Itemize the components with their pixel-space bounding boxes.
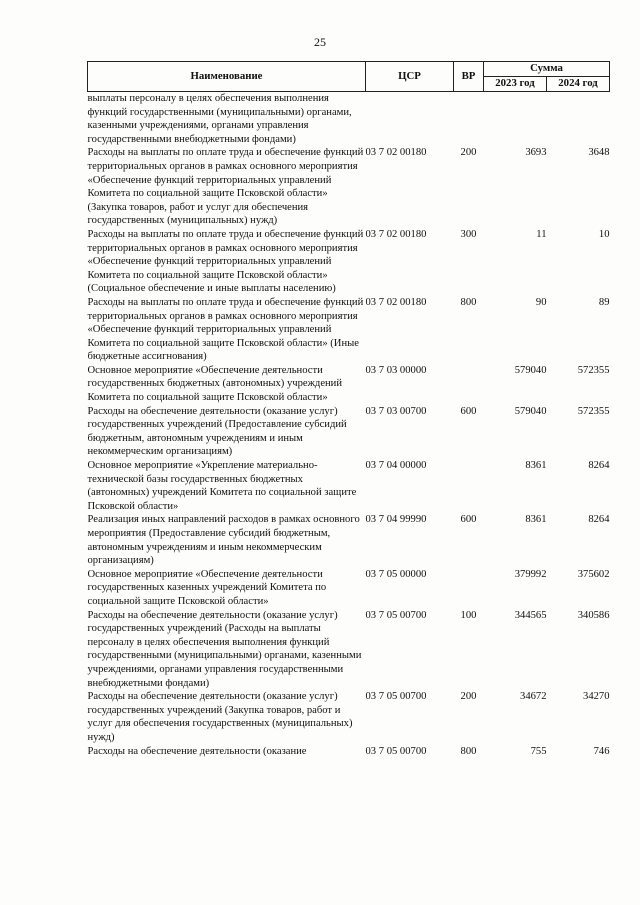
row-csr: 03 7 02 00180	[365, 296, 427, 308]
row-sum-2023: 379992	[514, 568, 547, 580]
header-csr: ЦСР	[366, 62, 454, 92]
row-vr: 200	[460, 147, 477, 159]
table-row	[88, 146, 610, 228]
row-name: Основное мероприятие «Обеспечение деятельности государственных казенных учреждений Комитета по социальной защите Псковской области»	[87, 568, 327, 607]
table-header	[88, 62, 610, 92]
row-vr: 800	[460, 296, 477, 308]
row-name: Основное мероприятие «Обеспечение деятельности государственных бюджетных (автономных) учреждений Комитета по социальной защите Псковской области»	[87, 364, 343, 404]
table-row	[88, 745, 610, 759]
row-sum-2024	[547, 92, 610, 147]
row-vr	[454, 92, 484, 147]
row-csr: 03 7 04 00000	[365, 460, 427, 472]
row-sum-2024: 10	[598, 228, 610, 240]
row-sum-2023: 579040	[514, 405, 547, 417]
row-vr: 200	[460, 691, 477, 703]
row-name: Расходы на выплаты по оплате труда и обеспечение функций территориальных органов в рамках основного мероприятия «Обеспечение функций территориальных управлений Комитета по социальной защите Псковской области» (Социальное обеспечение и иные выплаты населению)	[87, 228, 364, 295]
table-row	[88, 568, 610, 609]
header-year-2023: 2023 год	[484, 77, 547, 92]
row-sum-2023: 579040	[514, 364, 547, 376]
row-csr: 03 7 05 00700	[365, 691, 427, 703]
row-name: выплаты персоналу в целях обеспечения выполнения функций государственными (муниципальными) органами, казенными учреждениями, органами управления государственными внебюджетными фондами)	[87, 93, 352, 145]
row-name: Расходы на обеспечение деятельности (оказание услуг) государственных учреждений (Предоставление субсидий бюджетным, автономным учреждениям и иным некоммерческим организациям)	[87, 405, 347, 458]
row-name: Расходы на обеспечение деятельности (оказание	[87, 745, 307, 757]
row-csr: 03 7 03 00000	[365, 364, 427, 376]
table-row	[88, 296, 610, 364]
row-csr	[366, 92, 454, 147]
row-csr: 03 7 04 99990	[365, 514, 427, 526]
row-vr	[454, 459, 484, 513]
row-sum-2023: 11	[536, 228, 547, 240]
header-year-2024: 2024 год	[547, 77, 610, 92]
row-vr	[454, 364, 484, 405]
row-vr: 300	[460, 228, 477, 240]
row-name: Реализация иных направлений расходов в рамках основного мероприятия (Предоставление субсидий бюджетным, автономным учреждениям и иным некоммерческим организациям)	[87, 514, 360, 567]
row-name: Расходы на выплаты по оплате труда и обеспечение функций территориальных органов в рамках основного мероприятия «Обеспечение функций территориальных управлений Комитета по социальной защите Псковской области» (Закупка товаров, работ и услуг для обеспечения государственных (муниципальных) нужд)	[87, 147, 364, 227]
table-row	[88, 690, 610, 744]
row-vr: 600	[460, 514, 477, 526]
header-name: Наименование	[88, 62, 366, 92]
row-name: Расходы на обеспечение деятельности (оказание услуг) государственных учреждений (Закупка товаров, работ и услуг для обеспечения государственных (муниципальных) нужд)	[87, 691, 353, 743]
row-sum-2024: 375602	[577, 568, 610, 580]
row-sum-2023: 755	[530, 745, 547, 757]
table-body	[88, 92, 610, 759]
row-sum-2023: 3693	[525, 147, 547, 159]
row-name: Расходы на выплаты по оплате труда и обеспечение функций территориальных органов в рамках основного мероприятия «Обеспечение функций территориальных управлений Комитета по социальной защите Псковской области» (Иные бюджетные ассигнования)	[87, 296, 364, 363]
row-name: Расходы на обеспечение деятельности (оказание услуг) государственных учреждений (Расходы на выплаты персоналу в целях обеспечения выполнения функций государственными (муниципальными) органами, казенными учреждениями, органами управления государственными внебюджетными фондами)	[87, 609, 362, 689]
table-row	[88, 405, 610, 459]
page-number: 25	[314, 35, 326, 49]
row-vr	[454, 568, 484, 609]
header-vr: ВР	[454, 62, 484, 92]
row-vr: 800	[460, 745, 477, 757]
row-csr: 03 7 05 00700	[365, 745, 427, 757]
row-csr: 03 7 02 00180	[365, 147, 427, 159]
table-row	[88, 609, 610, 691]
row-csr: 03 7 02 00180	[365, 228, 427, 240]
row-name: Основное мероприятие «Укрепление материально-технической базы государственных бюджетных (автономных) учреждений Комитета по социальной защите Псковской области»	[87, 460, 357, 512]
row-csr: 03 7 05 00700	[365, 609, 427, 621]
row-sum-2024: 34270	[583, 691, 610, 703]
table-row	[88, 459, 610, 513]
row-sum-2024: 3648	[588, 147, 610, 159]
header-sum: Сумма	[484, 62, 610, 77]
row-csr: 03 7 03 00700	[365, 405, 427, 417]
row-sum-2023: 8361	[525, 460, 547, 472]
table-row	[88, 364, 610, 405]
row-sum-2023: 8361	[525, 514, 547, 526]
budget-table	[87, 61, 610, 758]
row-sum-2023: 344565	[514, 609, 547, 621]
row-sum-2024: 340586	[577, 609, 610, 621]
row-sum-2024: 8264	[588, 514, 610, 526]
row-sum-2024: 8264	[588, 460, 610, 472]
row-csr: 03 7 05 00000	[365, 568, 427, 580]
row-vr: 100	[460, 609, 477, 621]
row-sum-2023: 90	[535, 296, 547, 308]
row-sum-2023	[484, 92, 547, 147]
row-sum-2024: 89	[598, 296, 610, 308]
table-row	[88, 228, 610, 296]
table-row	[88, 92, 610, 147]
row-sum-2024: 746	[593, 745, 610, 757]
row-sum-2024: 572355	[577, 364, 610, 376]
row-sum-2024: 572355	[577, 405, 610, 417]
row-sum-2023: 34672	[520, 691, 547, 703]
row-vr: 600	[460, 405, 477, 417]
table-row	[88, 513, 610, 567]
